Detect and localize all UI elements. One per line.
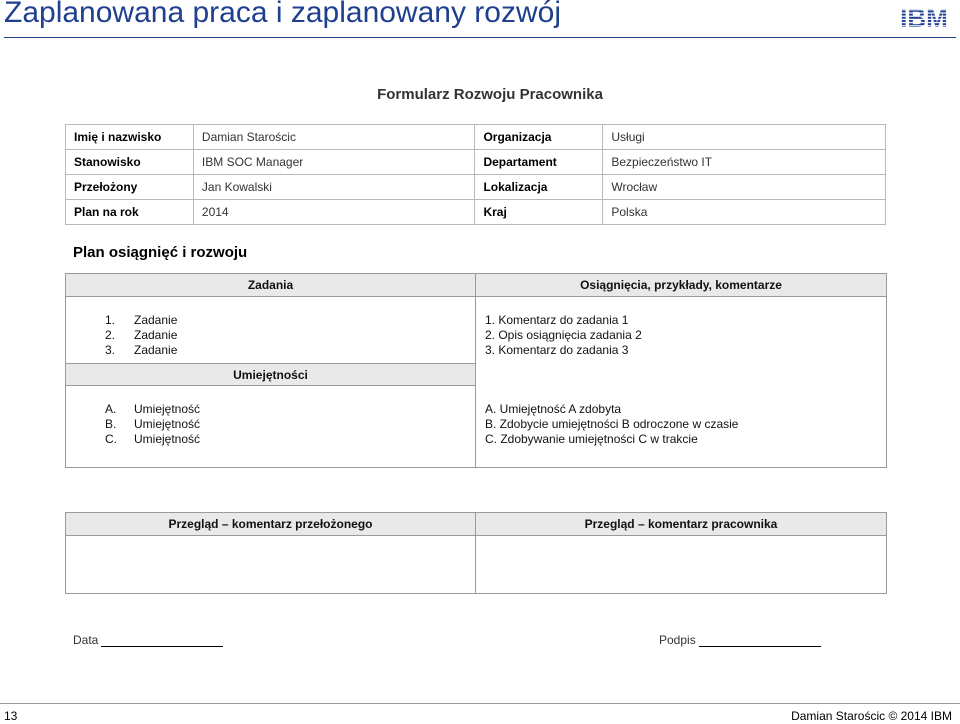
footer-copyright: Damian Starościc © 2014 IBM [791, 709, 952, 723]
date-field [73, 633, 223, 647]
list-item: C. Umiejętność [105, 432, 201, 446]
employee-info-table [65, 124, 886, 225]
skills-list [105, 402, 200, 447]
skills-header: Umiejętności [66, 363, 475, 386]
form-title: Formularz Rozwoju Pracownika [377, 86, 603, 103]
info-value: Damian Starościc [193, 125, 475, 150]
review-table [65, 512, 887, 594]
plan-table [65, 273, 887, 468]
info-value: Bezpieczeństwo IT [603, 150, 886, 175]
list-item: A. Umiejętność A zdobyta [485, 402, 622, 416]
manager-review-header: Przegląd – komentarz przełożonego [66, 513, 475, 536]
list-item: B. Zdobycie umiejętności B odroczone w czasie [485, 417, 739, 431]
list-item: 2. Zadanie [105, 328, 178, 342]
list-item: A. Umiejętność [105, 402, 201, 416]
column-divider [475, 513, 476, 593]
achievements-header: Osiągnięcia, przykłady, komentarze [476, 274, 886, 297]
column-divider [475, 274, 476, 467]
info-value: Usługi [603, 125, 886, 150]
svg-text:IBM: IBM [900, 4, 948, 30]
table-row [66, 125, 886, 150]
task-comments-list [485, 313, 642, 358]
info-label: Plan na rok [66, 200, 194, 225]
footer-divider [0, 703, 960, 704]
list-item: 1. Komentarz do zadania 1 [485, 313, 629, 327]
list-item: B. Umiejętność [105, 417, 201, 431]
date-line [101, 635, 223, 647]
info-value: 2014 [193, 200, 475, 225]
list-item: 3. Zadanie [105, 343, 178, 357]
plan-section-title: Plan osiągnięć i rozwoju [73, 244, 248, 261]
table-row [66, 200, 886, 225]
info-label: Departament [475, 150, 603, 175]
ibm-logo [892, 4, 956, 30]
list-item: 1. Zadanie [105, 313, 178, 327]
list-item: 2. Opis osiągnięcia zadania 2 [485, 328, 642, 342]
tasks-header: Zadania [66, 274, 475, 297]
tasks-list [105, 313, 177, 358]
title-divider [4, 37, 956, 38]
slide-title: Zaplanowana praca i zaplanowany rozwój [4, 0, 561, 29]
info-label: Organizacja [475, 125, 603, 150]
info-value: Wrocław [603, 175, 886, 200]
info-label: Imię i nazwisko [66, 125, 194, 150]
info-label: Przełożony [66, 175, 194, 200]
info-label: Stanowisko [66, 150, 194, 175]
info-value: Jan Kowalski [193, 175, 475, 200]
signature-label: Podpis [659, 633, 696, 647]
date-label: Data [73, 633, 99, 647]
table-row [66, 175, 886, 200]
list-item: C. Zdobywanie umiejętności C w trakcie [485, 432, 698, 446]
signature-line [699, 635, 821, 647]
page-number: 13 [4, 709, 18, 723]
info-value: IBM SOC Manager [193, 150, 475, 175]
skill-comments-list [485, 402, 738, 447]
list-item: 3. Komentarz do zadania 3 [485, 343, 629, 357]
info-value: Polska [603, 200, 886, 225]
signature-field [659, 633, 821, 647]
table-row [66, 150, 886, 175]
info-label: Kraj [475, 200, 603, 225]
employee-review-header: Przegląd – komentarz pracownika [476, 513, 886, 536]
info-label: Lokalizacja [475, 175, 603, 200]
